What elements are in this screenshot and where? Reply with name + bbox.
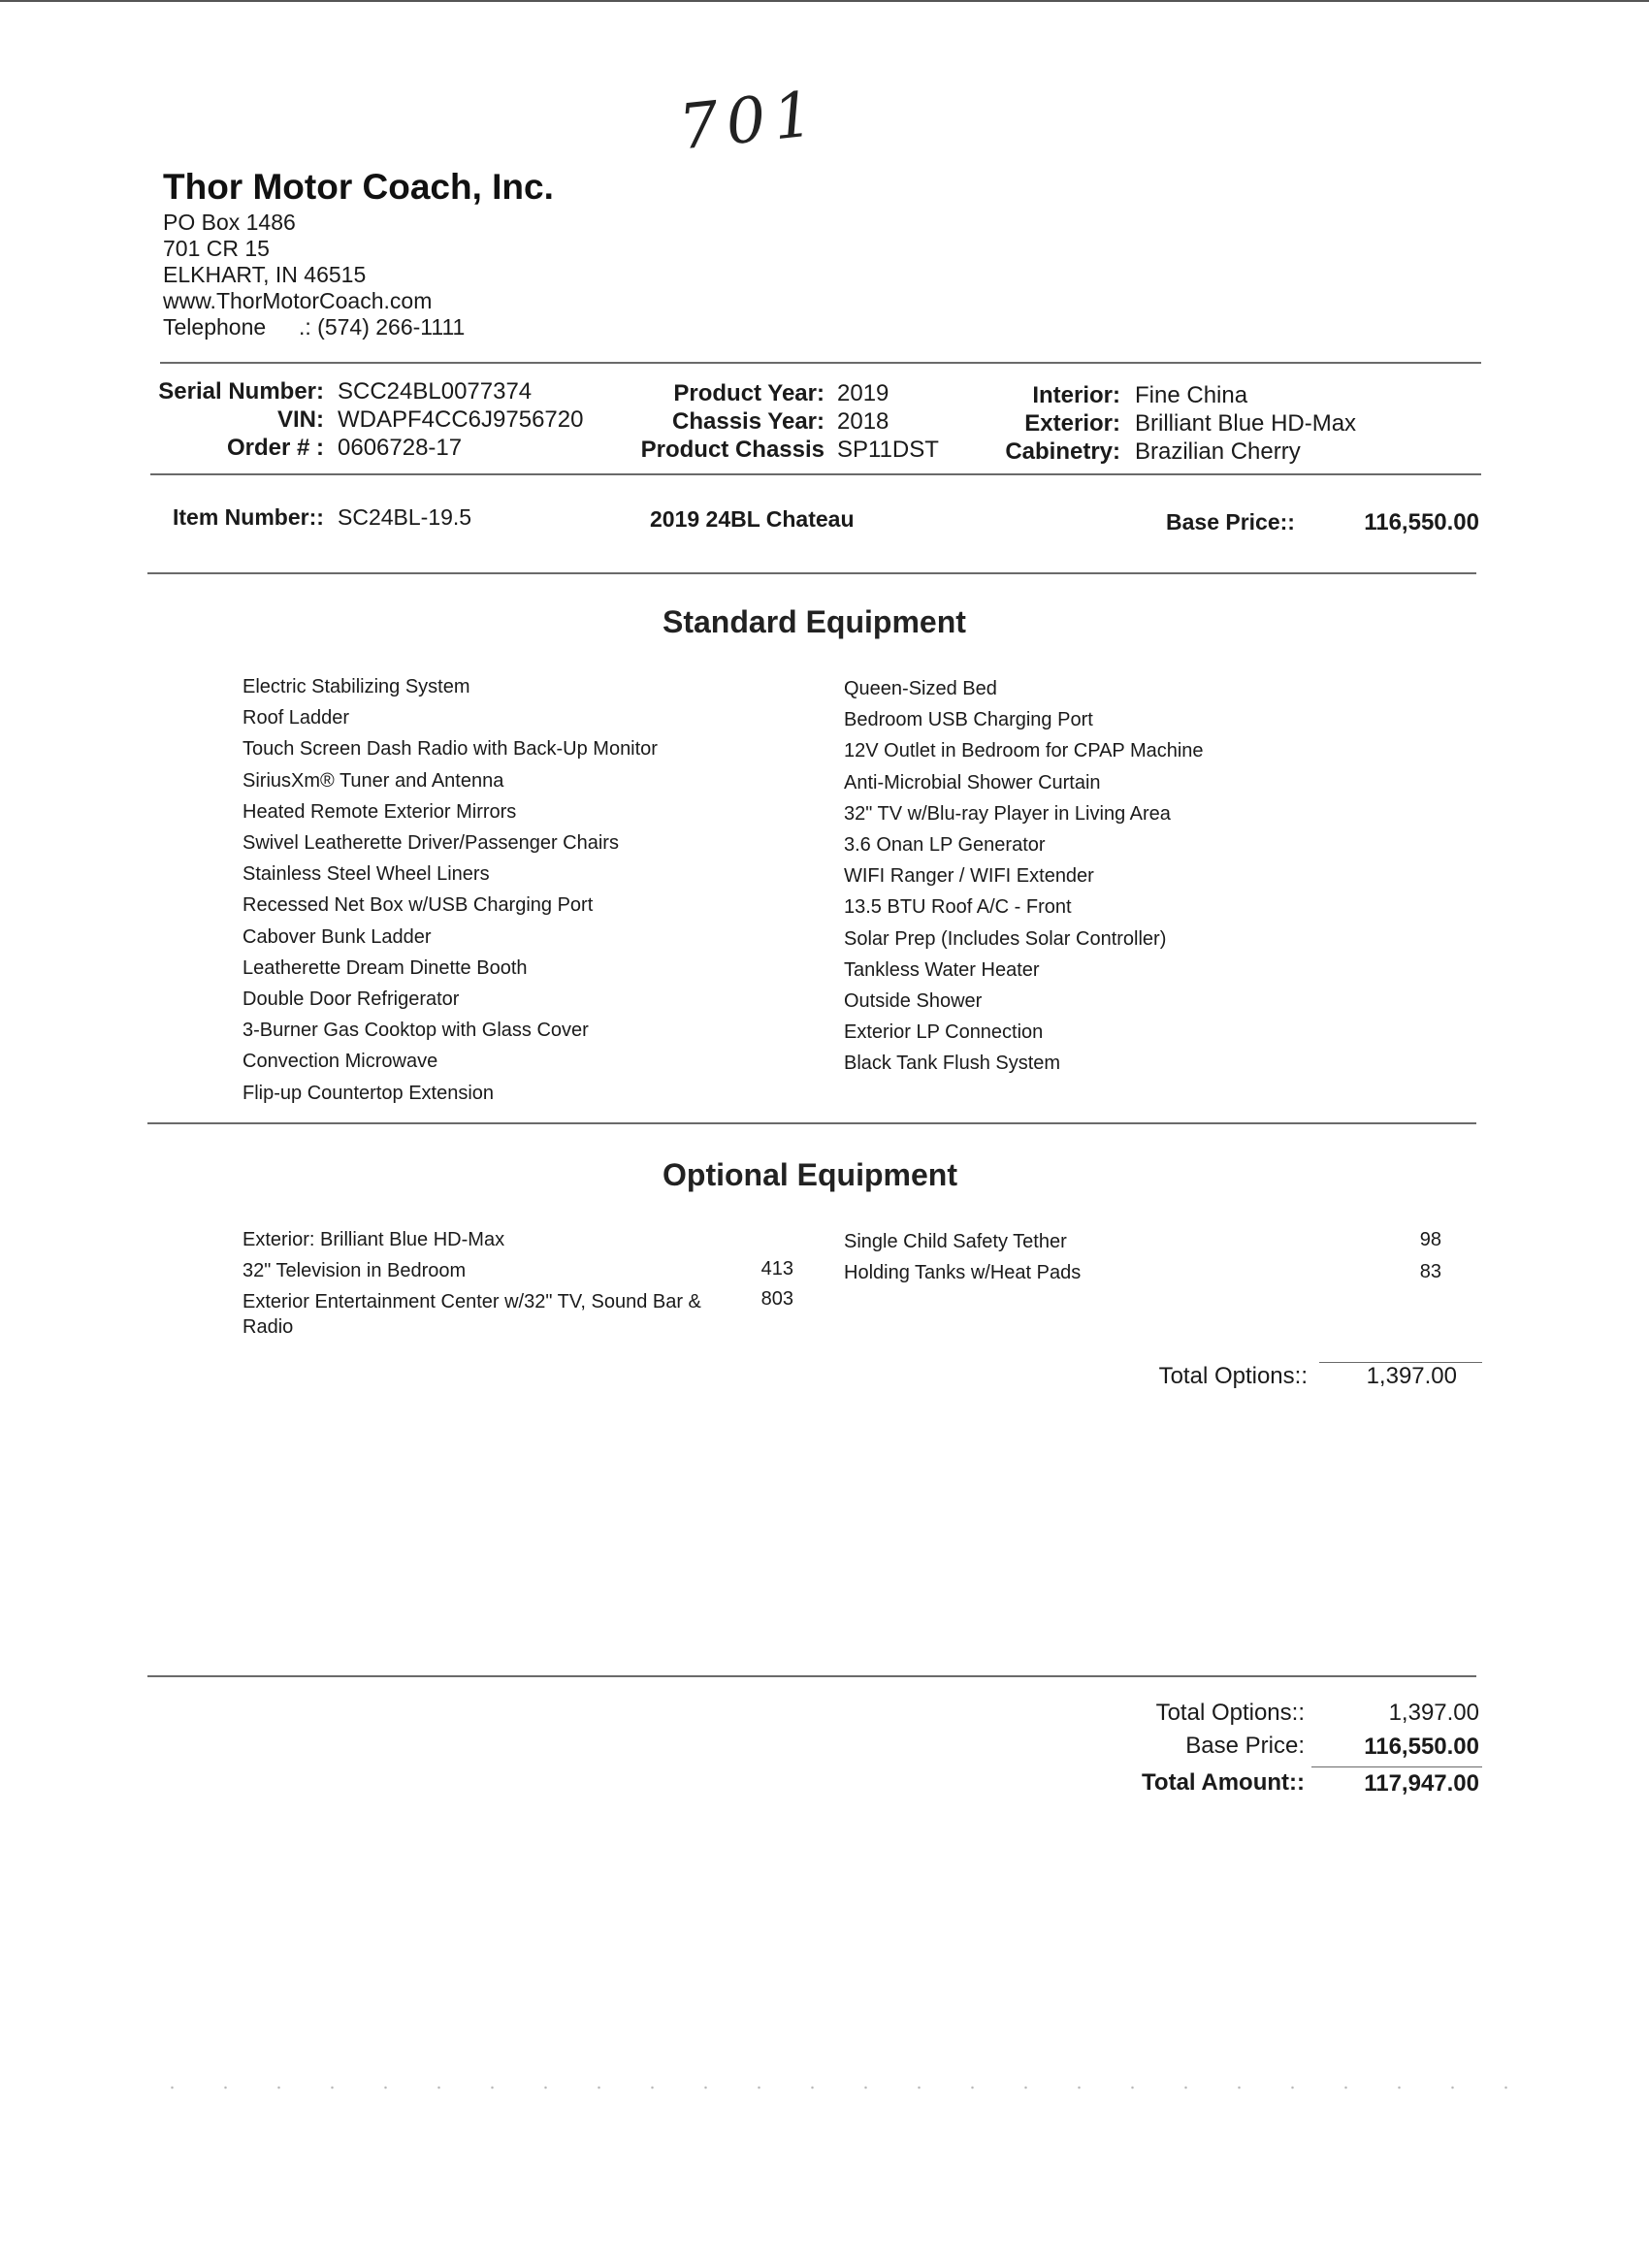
- summary-total-options-label: Total Options::: [1155, 1700, 1305, 1726]
- option-name: Holding Tanks w/Heat Pads: [844, 1262, 1082, 1283]
- option-name: Single Child Safety Tether: [844, 1231, 1067, 1252]
- option-name: 32" Television in Bedroom: [242, 1260, 467, 1281]
- option-price: 803: [760, 1288, 793, 1310]
- chassis-year: 2018: [837, 408, 889, 435]
- scan-specks: [146, 2086, 1523, 2090]
- telephone-label: Telephone: [163, 314, 267, 340]
- telephone: .: (574) 266-1111: [299, 314, 466, 340]
- base-price-label: Base Price::: [1166, 509, 1295, 535]
- equipment-item: Convection Microwave: [242, 1051, 438, 1073]
- product-chassis-label: Product Chassis: [640, 437, 824, 463]
- interior: Fine China: [1135, 382, 1248, 408]
- model-name: 2019 24BL Chateau: [650, 506, 855, 532]
- equipment-item: Stainless Steel Wheel Liners: [242, 863, 490, 886]
- summary-base-price-label: Base Price:: [1185, 1733, 1305, 1759]
- divider: [147, 1675, 1476, 1677]
- equipment-item: Leatherette Dream Dinette Booth: [242, 956, 528, 979]
- equipment-item: Bedroom USB Charging Port: [844, 709, 1093, 731]
- equipment-item: Flip-up Countertop Extension: [242, 1082, 495, 1104]
- product-year-label: Product Year:: [673, 380, 824, 406]
- total-amount: 117,947.00: [1364, 1770, 1479, 1797]
- equipment-item: 32" TV w/Blu-ray Player in Living Area: [844, 802, 1171, 825]
- scan-edge: [0, 0, 1649, 2]
- optional-equipment-title: Optional Equipment: [663, 1157, 957, 1192]
- handwritten-note: 701: [675, 78, 824, 165]
- exterior: Brilliant Blue HD-Max: [1135, 410, 1357, 437]
- total-amount-label: Total Amount::: [1142, 1769, 1305, 1796]
- equipment-item: SiriusXm® Tuner and Antenna: [242, 769, 504, 792]
- equipment-item: Solar Prep (Includes Solar Controller): [844, 927, 1167, 950]
- equipment-item: Recessed Net Box w/USB Charging Port: [242, 894, 594, 917]
- equipment-item: Queen-Sized Bed: [844, 678, 997, 699]
- address-line: PO Box 1486: [163, 210, 296, 235]
- item-number-label: Item Number::: [173, 504, 324, 530]
- equipment-item: Cabover Bunk Ladder: [242, 925, 432, 948]
- cabinetry-label: Cabinetry:: [1005, 438, 1120, 465]
- option-price: 413: [760, 1258, 793, 1280]
- divider: [150, 473, 1481, 475]
- option-price: 83: [1419, 1261, 1441, 1282]
- serial-label: Serial Number:: [158, 378, 324, 405]
- equipment-item: Swivel Leatherette Driver/Passenger Chairs: [242, 832, 619, 854]
- product-chassis: SP11DST: [837, 437, 939, 463]
- option-name: Exterior Entertainment Center w/32" TV, Sound Bar &: [242, 1291, 701, 1312]
- equipment-item: WIFI Ranger / WIFI Extender: [844, 865, 1094, 888]
- equipment-item: 13.5 BTU Roof A/C - Front: [844, 896, 1072, 919]
- option-name-continued: Radio: [242, 1316, 294, 1338]
- company-name: Thor Motor Coach, Inc.: [163, 167, 554, 207]
- option-name: Exterior: Brilliant Blue HD-Max: [242, 1229, 505, 1250]
- cabinetry: Brazilian Cherry: [1135, 438, 1301, 465]
- equipment-item: Heated Remote Exterior Mirrors: [242, 800, 517, 823]
- equipment-item: Black Tank Flush System: [844, 1053, 1061, 1075]
- divider: [160, 362, 1481, 364]
- interior-label: Interior:: [1032, 382, 1120, 408]
- divider: [147, 1122, 1476, 1124]
- address-line: ELKHART, IN 46515: [163, 262, 367, 287]
- base-price: 116,550.00: [1364, 509, 1479, 535]
- equipment-item: Tankless Water Heater: [844, 958, 1040, 981]
- equipment-item: Double Door Refrigerator: [242, 988, 460, 1010]
- order-number: 0606728-17: [338, 435, 463, 461]
- vin: WDAPF4CC6J9756720: [338, 406, 584, 433]
- equipment-item: Roof Ladder: [242, 707, 350, 729]
- equipment-item: Exterior LP Connection: [844, 1021, 1044, 1044]
- total-options-label: Total Options::: [1158, 1363, 1308, 1389]
- option-price: 98: [1419, 1229, 1441, 1250]
- equipment-item: 3-Burner Gas Cooktop with Glass Cover: [242, 1020, 589, 1042]
- equipment-item: Anti-Microbial Shower Curtain: [844, 771, 1101, 794]
- summary-base-price: 116,550.00: [1364, 1733, 1479, 1760]
- item-number: SC24BL-19.5: [338, 504, 472, 530]
- equipment-item: 3.6 Onan LP Generator: [844, 834, 1046, 856]
- website: www.ThorMotorCoach.com: [163, 288, 433, 313]
- standard-equipment-title: Standard Equipment: [663, 604, 966, 639]
- address-line: 701 CR 15: [163, 236, 270, 261]
- total-options: 1,397.00: [1366, 1363, 1457, 1389]
- equipment-item: Electric Stabilizing System: [242, 676, 470, 697]
- vin-label: VIN:: [277, 406, 324, 433]
- serial-number: SCC24BL0077374: [338, 378, 533, 405]
- equipment-item: Outside Shower: [844, 990, 983, 1012]
- order-label: Order # :: [226, 435, 324, 461]
- summary-total-options: 1,397.00: [1388, 1700, 1479, 1726]
- total-rule: [1311, 1766, 1482, 1767]
- equipment-item: 12V Outlet in Bedroom for CPAP Machine: [844, 740, 1204, 762]
- chassis-year-label: Chassis Year:: [672, 408, 824, 435]
- exterior-label: Exterior:: [1024, 410, 1120, 437]
- equipment-item: Touch Screen Dash Radio with Back-Up Monitor: [242, 738, 658, 761]
- divider: [147, 572, 1476, 574]
- product-year: 2019: [837, 380, 889, 406]
